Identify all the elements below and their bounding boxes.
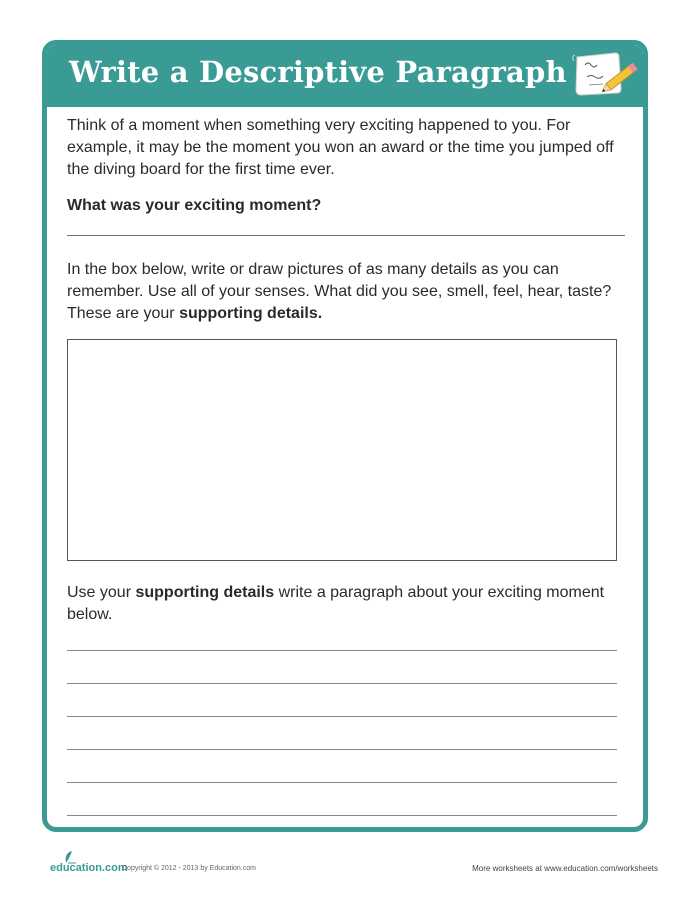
writing-line-3[interactable] (67, 716, 617, 717)
worksheet-frame (42, 40, 648, 832)
supporting-details-box[interactable] (67, 339, 617, 561)
writing-line-4[interactable] (67, 749, 617, 750)
paper-and-pencil-icon (563, 47, 643, 103)
instructions-bold: supporting details. (179, 305, 323, 322)
question-label: What was your exciting moment? (67, 197, 322, 214)
instructions-body: In the box below, write or draw pictures of as many details as you can remember. Use all of your senses. What did you see, smell, feel, hear, taste? These are your (67, 261, 612, 322)
worksheet-title: Write a Descriptive Paragraph (69, 55, 567, 89)
education-logo: education.com (50, 862, 128, 874)
writing-line-5[interactable] (67, 782, 617, 783)
header-banner (47, 45, 643, 107)
paragraph-prefix: Use your (67, 584, 136, 601)
paragraph-bold: supporting details (135, 584, 275, 601)
intro-text: Think of a moment when something very exciting happened to you. For example, it may be the moment you won an award or the time you jumped off the diving board for the first time ever. (67, 117, 614, 178)
footer (0, 857, 700, 887)
copyright-text: Copyright © 2012 - 2013 by Education.com (122, 865, 256, 872)
paragraph-prompt (67, 582, 627, 626)
writing-line-1[interactable] (67, 650, 617, 651)
writing-line-6[interactable] (67, 815, 617, 816)
instructions-text (67, 259, 637, 325)
more-worksheets-link[interactable]: More worksheets at www.education.com/worksheets (472, 864, 658, 873)
paragraph-suffix: write a paragraph about your exciting moment below. (67, 584, 605, 623)
writing-line-2[interactable] (67, 683, 617, 684)
answer-line[interactable] (67, 235, 625, 236)
